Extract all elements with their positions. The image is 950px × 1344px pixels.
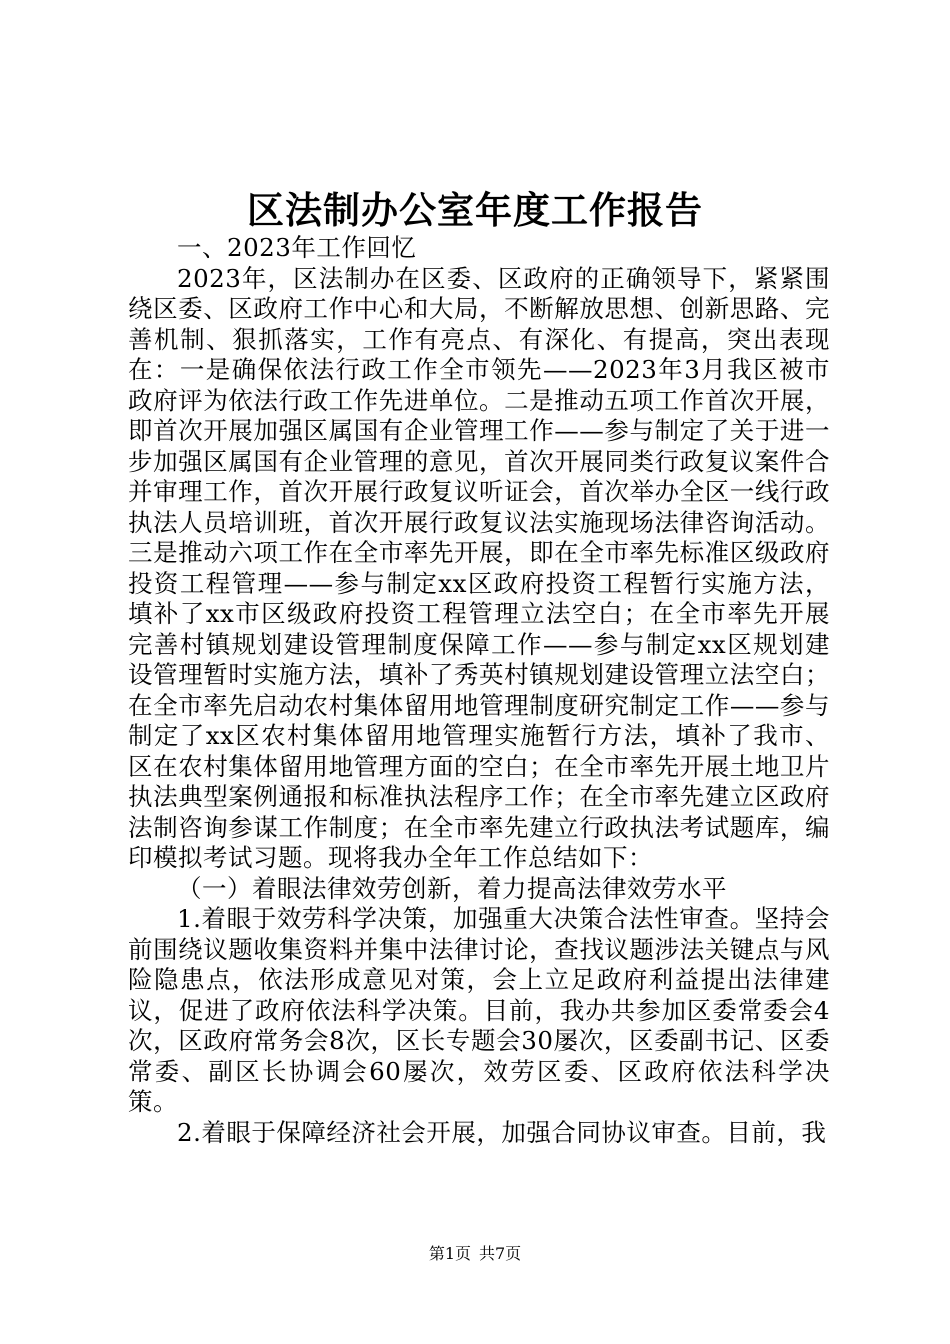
paragraph-3: 2.着眼于保障经济社会开展，加强合同协议审查。目前，我 — [177, 1117, 827, 1147]
document-body — [128, 233, 830, 1148]
page-number-current: 第1页 — [428, 1244, 471, 1263]
paragraph-1: 2023年，区法制办在区委、区政府的正确领导下，紧紧围绕区委、区政府工作中心和大局，不断解放思想、创新思路、完善机制、狠抓落实，工作有亮点、有深化、有提高，突出表现在：一是确保依法行政工作全市领先——2023年3月我区被市政府评为依法行政工作先进单位。二是推动五项工作首次开展，即首次开展加强区属国有企业管理工作——参与制定了关于进一步加强区属国有企业管理的意见，首次开展同类行政复议案件合并审理工作，首次开展行政复议听证会，首次举办全区一线行政执法人员培训班，首次开展行政复议法实施现场法律咨询活动。三是推动六项工作在全市率先开展，即在全市率先标准区级政府投资工程管理——参与制定xx区政府投资工程暂行实施方法，填补了xx市区级政府投资工程管理立法空白；在全市率先开展完善村镇规划建设管理制度保障工作——参与制定xx区规划建设管理暂时实施方法，填补了秀英村镇规划建设管理立法空白；在全市率先启动农村集体留用地管理制度研究制定工作——参与制定了xx区农村集体留用地管理实施暂行方法，填补了我市、区在农村集体留用地管理方面的空白；在全市率先开展土地卫片执法典型案例通报和标准执法程序工作；在全市率先建立区政府法制咨询参谋工作制度；在全市率先建立行政执法考试题库，编印模拟考试习题。现将我办全年工作总结如下： — [128, 263, 830, 872]
page-number-total: 共7页 — [479, 1244, 522, 1263]
section-heading-1: 一、2023年工作回忆 — [177, 233, 417, 262]
document-title: 区法制办公室年度工作报告 — [247, 188, 703, 232]
paragraph-2: 1.着眼于效劳科学决策，加强重大决策合法性审查。坚持会前围绕议题收集资料并集中法律讨论，查找议题涉法关键点与风险隐患点，依法形成意见对策，会上立足政府利益提出法律建议，促进了政府依法科学决策。目前，我办共参加区委常委会4次，区政府常务会8次，区长专题会30屡次，区委副书记、区委常委、副区长协调会60屡次，效劳区委、区政府依法科学决策。 — [128, 904, 830, 1116]
subsection-heading-1: （一）着眼法律效劳创新，着力提高法律效劳水平 — [177, 873, 727, 903]
page-footer — [0, 1243, 950, 1265]
